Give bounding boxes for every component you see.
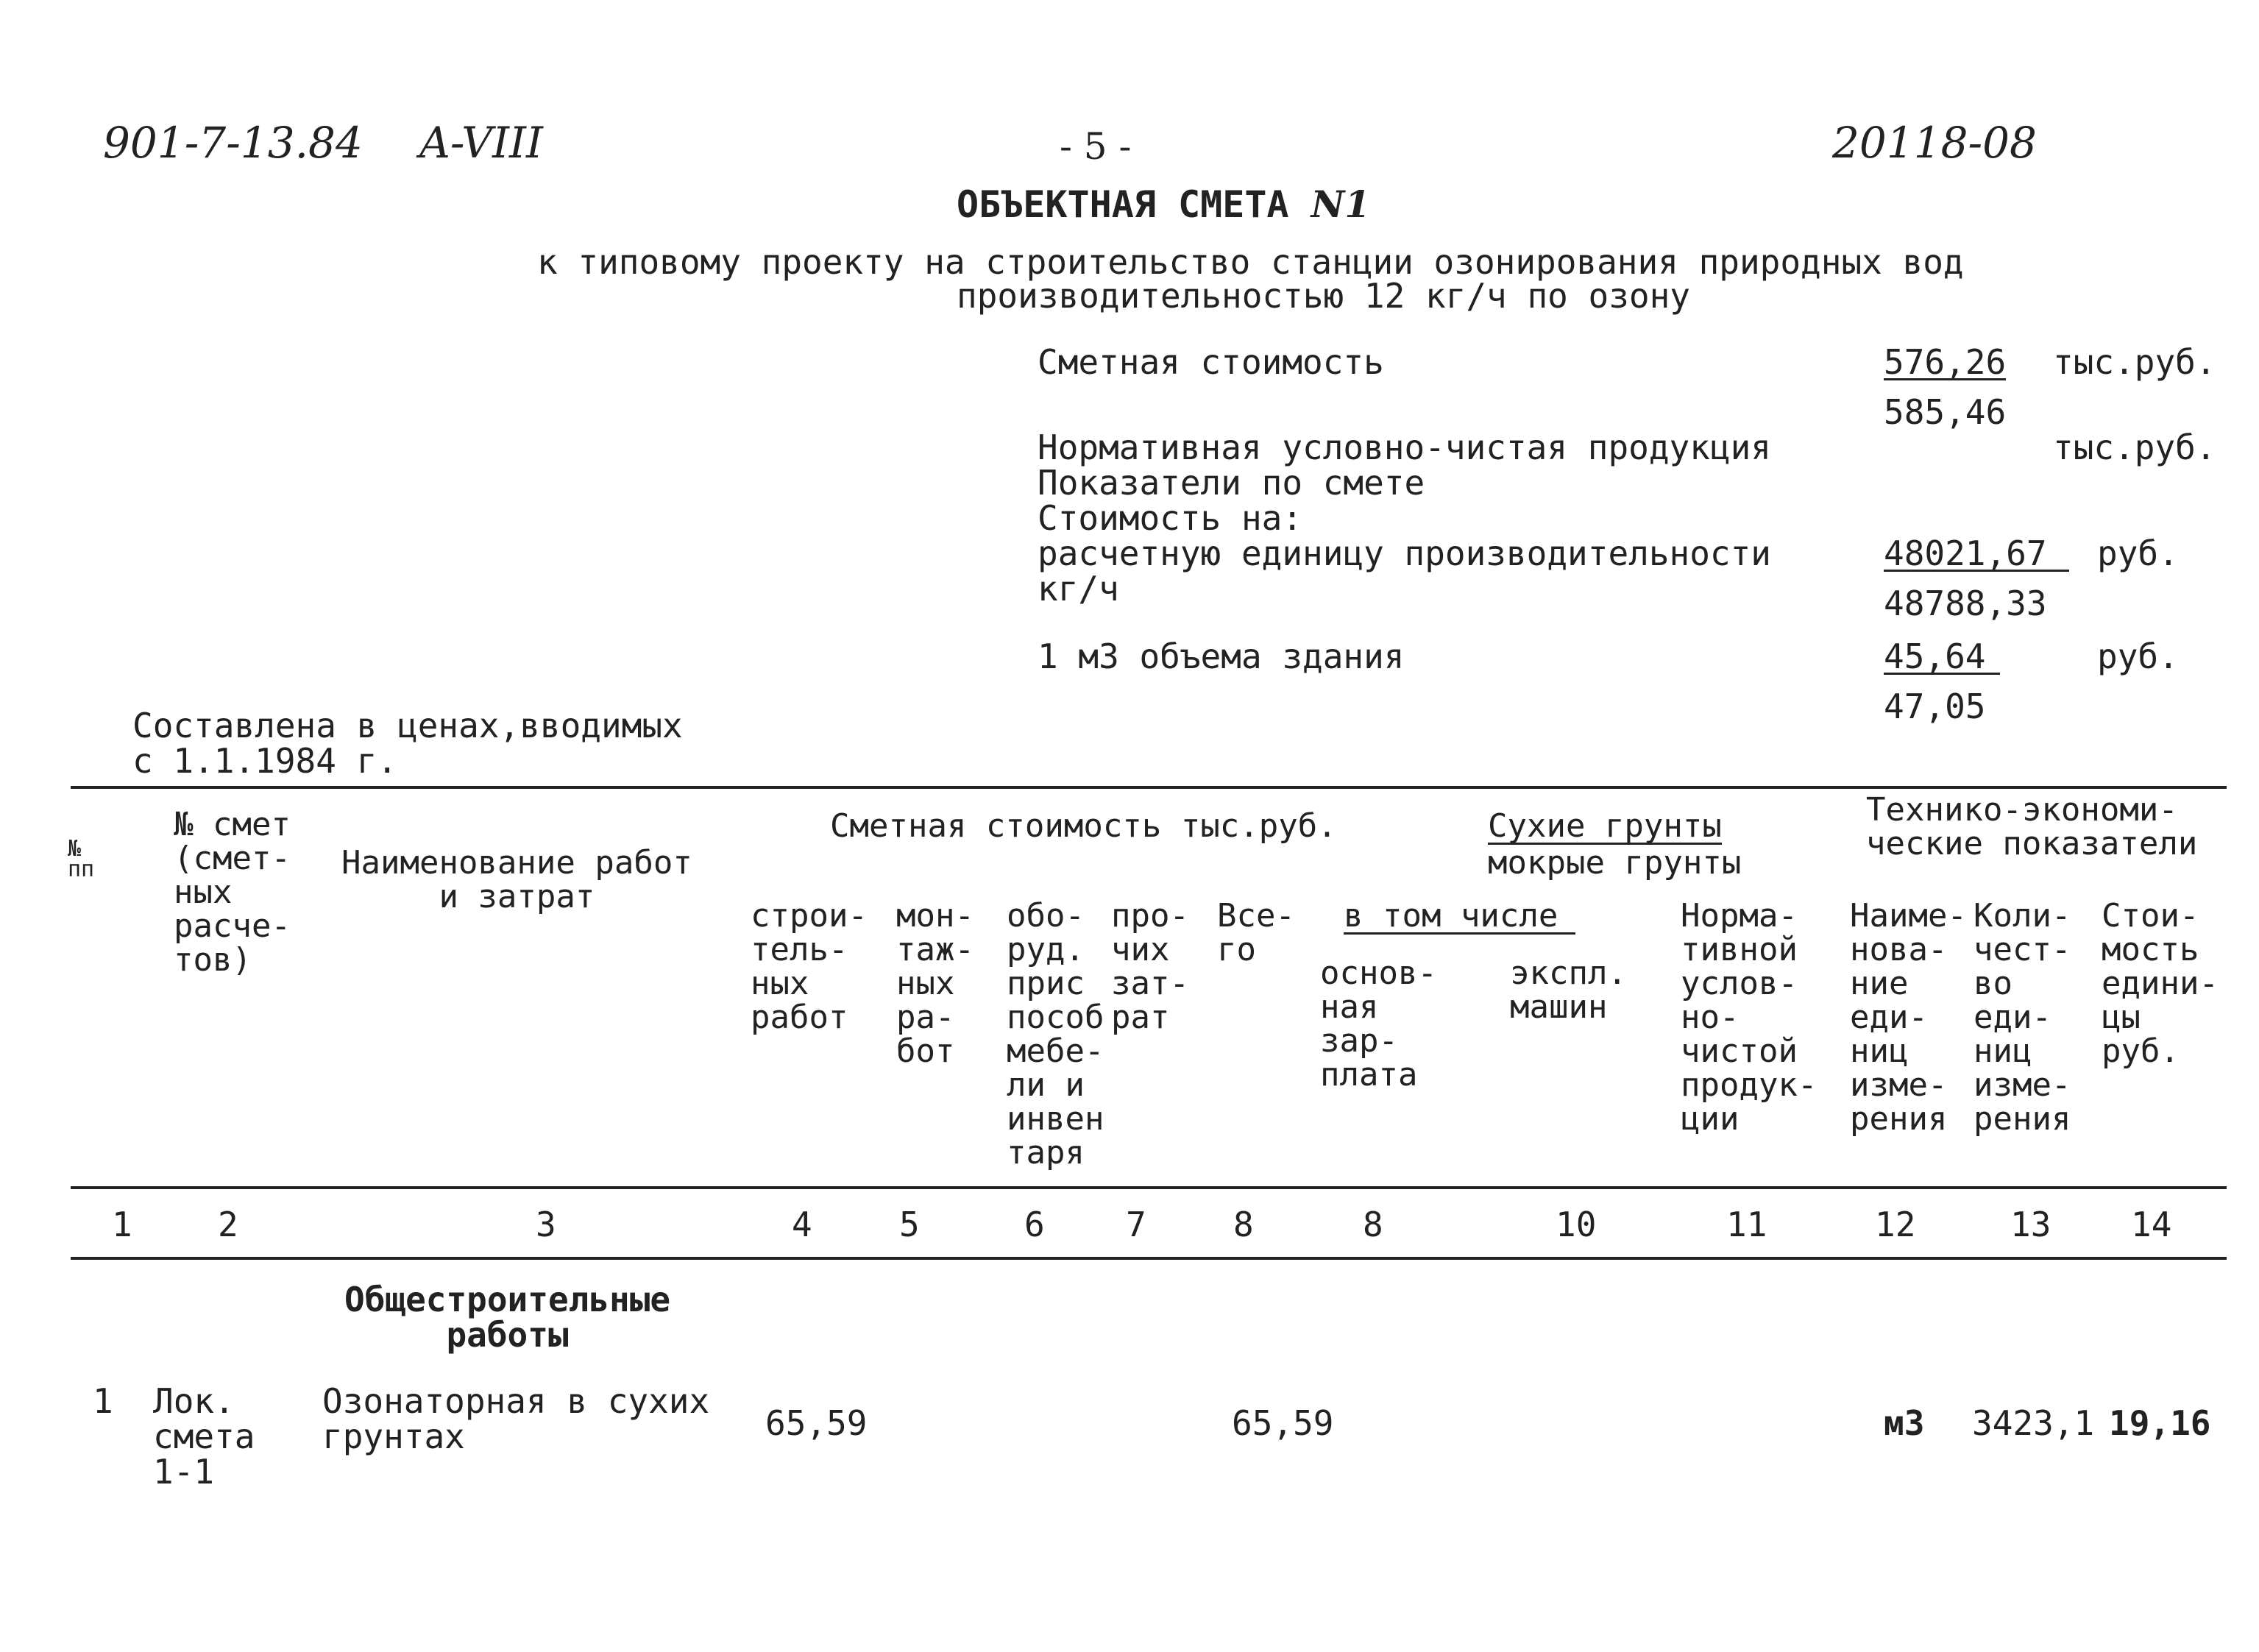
- colnum-9: 8: [1363, 1205, 1383, 1244]
- row-name: Озонаторная в сухих грунтах: [322, 1381, 710, 1456]
- title-text: ОБЪЕКТНАЯ СМЕТА: [957, 183, 1289, 226]
- cost-for-label: Стоимость на:: [1038, 498, 1303, 538]
- row-estimate: Лок. смета 1-1: [153, 1381, 255, 1492]
- compiled-note-line-2: с 1.1.1984 г.: [132, 741, 398, 781]
- col3-header: Наименование работ и затрат: [341, 844, 692, 915]
- col14-header: Стои- мость едини- цы руб.: [2102, 897, 2219, 1070]
- volume-value-top: 45,64: [1884, 640, 2000, 675]
- unit-capacity-unit-label: кг/ч: [1038, 569, 1119, 609]
- column-numbers-bottom-rule: [71, 1257, 2227, 1260]
- normative-label: Нормативная условно-чистая продукция: [1038, 428, 1771, 467]
- unit-capacity-value-bottom: 48788,33: [1884, 584, 2047, 623]
- colnum-5: 5: [899, 1205, 920, 1244]
- page-number: - 5 -: [1060, 125, 1132, 168]
- col13-header: Коли- чест- во еди- ниц изме- рения: [1973, 897, 2071, 1138]
- document-code: 901-7-13.84: [103, 118, 363, 168]
- cost-group-header: Сметная стоимость тыс.руб.: [830, 807, 1337, 845]
- estimated-cost-value: [1884, 344, 2006, 380]
- indicators-label: Показатели по смете: [1038, 463, 1425, 503]
- col12-header: Наиме- нова- ние еди- ниц изме- рения: [1850, 897, 1967, 1138]
- soil-dry-header: [1488, 809, 1722, 845]
- col10-header: экспл. машин: [1510, 954, 1627, 1026]
- colnum-11: 11: [1726, 1205, 1767, 1244]
- colnum-8: 8: [1233, 1205, 1254, 1244]
- col2-header: № смет (смет- ных расче- тов): [174, 806, 291, 979]
- title-number: N1: [1311, 182, 1371, 226]
- colnum-2: 2: [218, 1205, 238, 1244]
- sheet-code: 20118-08: [1832, 118, 2037, 168]
- unit-capacity-value-top: 48021,67: [1884, 537, 2069, 572]
- soil-dry-text: Сухие грунты: [1488, 807, 1722, 845]
- subtitle-line-1: к типовому проекту на строительство станции озонирования природных вод: [537, 242, 1964, 282]
- table-top-rule: [71, 786, 2227, 789]
- col5-header: мон- таж- ных ра- бот: [896, 897, 974, 1070]
- volume-currency: руб.: [2097, 637, 2179, 676]
- col4-header: строи- тель- ных работ: [751, 897, 868, 1036]
- volume-value: [1884, 639, 2000, 675]
- unit-capacity-value: [1884, 533, 2069, 573]
- colnum-4: 4: [792, 1205, 812, 1244]
- tech-group-header: Технико-экономи- ческие показатели: [1866, 791, 2198, 862]
- row-number: 1: [93, 1381, 113, 1421]
- estimated-cost-unit: тыс.руб.: [2053, 342, 2216, 382]
- colnum-1: 1: [112, 1205, 132, 1244]
- row-unit: м3: [1884, 1403, 1925, 1443]
- estimated-cost-value-bottom: 585,46: [1884, 392, 2007, 432]
- volume-value-bottom: 47,05: [1884, 687, 1986, 726]
- colnum-6: 6: [1024, 1205, 1045, 1244]
- subtitle-line-2: производительностью 12 кг/ч по озону: [957, 276, 1690, 316]
- colnum-3: 3: [536, 1205, 556, 1244]
- colnum-14: 14: [2131, 1205, 2172, 1244]
- compiled-note-line-1: Составлена в ценах,вводимых: [132, 706, 683, 745]
- colnum-10: 10: [1556, 1205, 1597, 1244]
- volume-label: 1 м3 объема здания: [1038, 637, 1405, 676]
- colnum-7: 7: [1126, 1205, 1146, 1244]
- col7-header: про- чих зат- рат: [1111, 897, 1189, 1036]
- album-number: A-VIII: [419, 118, 543, 168]
- col8-header: Все- го: [1217, 897, 1295, 968]
- row-total: 65,59: [1232, 1403, 1334, 1443]
- row-quantity: 3423,1: [1972, 1403, 2095, 1443]
- unit-capacity-currency: руб.: [2097, 533, 2179, 573]
- unit-capacity-label: расчетную единицу производительности: [1038, 533, 1771, 573]
- col1-header: № пп: [68, 836, 95, 882]
- colnum-13: 13: [2010, 1205, 2051, 1244]
- estimated-cost-label: Сметная стоимость: [1038, 342, 1384, 382]
- normative-unit: тыс.руб.: [2053, 428, 2216, 467]
- table-header-bottom-rule: [71, 1186, 2227, 1189]
- including-text: в том числе: [1344, 900, 1575, 935]
- soil-wet-header: мокрые грунты: [1488, 844, 1742, 882]
- colnum-12: 12: [1875, 1205, 1916, 1244]
- row-unit-cost: 19,16: [2109, 1403, 2211, 1443]
- row-construction: 65,59: [765, 1403, 868, 1443]
- col9-header: основ- ная зар- плата: [1320, 954, 1437, 1093]
- including-header: [1344, 899, 1575, 935]
- estimated-cost-value-top: 576,26: [1884, 342, 2007, 382]
- section-title: Общестроительные работы: [344, 1280, 671, 1355]
- col11-header: Норма- тивной услов- но- чистой продук- ции: [1681, 897, 1818, 1138]
- document-title: [957, 184, 1370, 225]
- col6-header: обо- руд. прис пособ мебе- ли и инвен таря: [1007, 897, 1104, 1171]
